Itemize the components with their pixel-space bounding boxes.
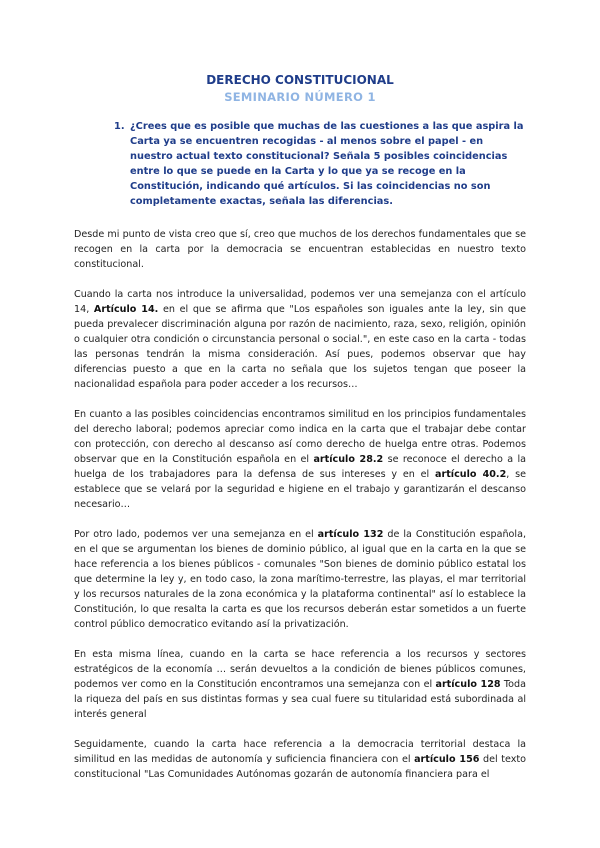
paragraph-universality	[74, 287, 526, 392]
document-subtitle: SEMINARIO NÚMERO 1	[224, 90, 376, 104]
paragraph-text: en el que se afirma que "Los españoles son iguales ante la ley, sin que pueda prevalecer discriminación alguna por razón de nacimiento, raza, sexo, religión, opinión o cualquier otra condición o circunstancia personal o social.", en este caso en la carta - todas las personas tendrán la misma consideración. Así pues, podemos observar que hay diferencias puesto a que en la carta no señala que los sujetos tengan que poseer la nacionalidad española para poder acceder a los recursos…	[74, 304, 526, 390]
article-reference: Artículo 14.	[93, 304, 159, 315]
article-reference: artículo 156	[414, 754, 480, 765]
paragraph-territorial-democracy	[74, 737, 526, 782]
article-reference: artículo 28.2	[313, 454, 384, 465]
paragraph-strategic-sectors	[74, 647, 526, 722]
question-number: 1.	[114, 121, 125, 132]
paragraph-text: Cuando la carta nos introduce la universalidad, podemos ver una semejanza con el artículo 14,	[74, 289, 526, 315]
question-text: ¿Crees que es posible que muchas de las cuestiones a las que aspira la Carta ya se encuentren recogidas - al menos sobre el papel - en nuestro actual texto constitucional? Señala 5 posibles coincidencias entre lo que se puede en la Carta y lo que ya se recoge en la Constitución, indicando qué artículos. Si las coincidencias no son completamente exactas, señala las diferencias.	[130, 121, 524, 207]
document-title: DERECHO CONSTITUCIONAL	[206, 73, 394, 87]
paragraph-intro: Desde mi punto de vista creo que sí, creo que muchos de los derechos fundamentales que se recogen en la carta por la democracia se encuentran establecidas en nuestro texto constitucional.	[74, 229, 526, 270]
article-reference: artículo 132	[317, 529, 384, 540]
paragraph-text: se reconoce el derecho a la huelga de los trabajadores para la defensa de sus intereses y en el	[74, 454, 526, 480]
paragraph-text: En cuanto a las posibles coincidencias encontramos similitud en los principios fundamentales del derecho laboral; podemos apreciar como indica en la carta que el trabajar debe contar con protección, con derecho al descanso así como derecho de huelga entre otras. Podemos observar que en la Constitución española en el	[74, 409, 526, 465]
paragraph-labor-rights	[74, 407, 526, 512]
paragraph-text: del texto constitucional "Las Comunidades Autónomas gozarán de autonomía financiera para el	[74, 754, 527, 780]
paragraph-text: Por otro lado, podemos ver una semejanza en el	[74, 529, 318, 540]
paragraph-text: de la Constitución española, en el que se argumentan los bienes de dominio público, al igual que en la carta en la que se hace referencia a los bienes públicos - comunales "Son bienes de dominio público estatal los que determine la ley y, en todo caso, la zona marítimo-terrestre, las playas, el mar territorial y los recursos naturales de la zona económica y la plataforma continental" así lo establece la Constitución, lo que resalta la carta es que los recursos deberán estar sometidos a un fuerte control público democratico evitando así la privatización.	[74, 529, 526, 630]
article-reference: artículo 40.2	[435, 469, 507, 480]
paragraph-text: , se establece que se velará por la seguridad e higiene en el trabajo y garantizarán el descanso necesario…	[74, 469, 526, 510]
paragraph-text: Seguidamente, cuando la carta hace referencia a la democracia territorial destaca la similitud en las medidas de autonomía y suficiencia financiera con el	[74, 739, 526, 765]
paragraph-text: En esta misma línea, cuando en la carta se hace referencia a los recursos y sectores estratégicos de la economía … serán devueltos a la condición de bienes públicos comunes, podemos ver como en la Constitución encontramos una semejanza con el	[74, 649, 526, 690]
paragraph-text: Toda la riqueza del país en sus distintas formas y sea cual fuere su titularidad está subordinada al interés general	[74, 679, 526, 720]
paragraph-public-domain	[74, 527, 526, 632]
question-item	[114, 119, 526, 209]
article-reference: artículo 128	[435, 679, 501, 690]
